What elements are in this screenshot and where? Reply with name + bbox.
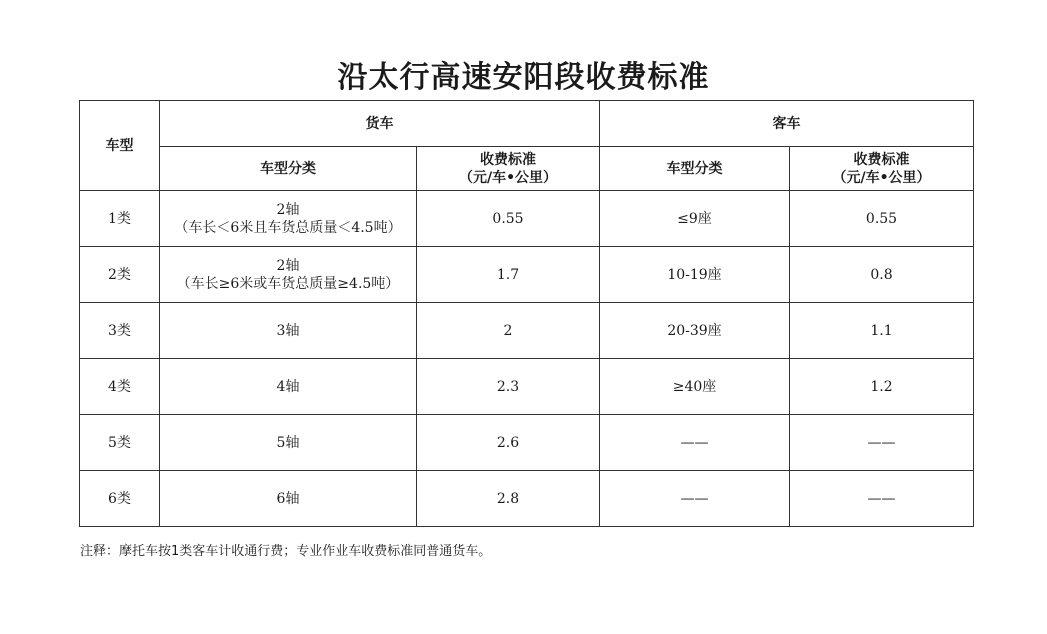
truck-rate-cell: 2.3 [417,359,600,415]
table-header-row [80,101,974,147]
bus-class-cell: —— [600,471,790,527]
truck-class-cell [160,191,417,247]
bus-rate-cell: —— [790,471,974,527]
header-bus-rate [790,147,974,191]
truck-rate-cell: 2.8 [417,471,600,527]
truck-condition: （车长＜6米且车货总质量＜4.5吨） [174,219,402,236]
footnote: 注释：摩托车按1类客车计收通行费；专业作业车收费标准同普通货车。 [80,544,492,559]
truck-class-cell: 3轴 [160,303,417,359]
bus-class-cell: ≤9座 [600,191,790,247]
header-bus-rate-label: 收费标准 [853,151,910,168]
truck-condition: （车长≥6米或车货总质量≥4.5吨） [176,275,400,292]
header-truck-rate [417,147,600,191]
bus-rate-cell: —— [790,415,974,471]
header-truck-class: 车型分类 [160,147,417,191]
truck-rate-cell: 0.55 [417,191,600,247]
truck-axles: 2轴 [276,257,300,274]
table-subheader-row [80,147,974,191]
header-bus: 客车 [600,101,974,147]
bus-class-cell: 10-19座 [600,247,790,303]
bus-rate-cell: 0.8 [790,247,974,303]
header-vehicle-type: 车型 [80,101,160,191]
table-row [80,359,974,415]
truck-class-cell: 6轴 [160,471,417,527]
table-row [80,471,974,527]
bus-rate-cell: 1.2 [790,359,974,415]
vehicle-type-cell: 5类 [80,415,160,471]
vehicle-type-cell: 3类 [80,303,160,359]
toll-fee-table [79,100,974,527]
truck-axles: 2轴 [276,201,300,218]
truck-rate-cell: 2 [417,303,600,359]
truck-class-cell: 5轴 [160,415,417,471]
bus-class-cell: 20-39座 [600,303,790,359]
header-truck-rate-unit: （元/车•公里） [458,169,558,186]
bus-rate-cell: 0.55 [790,191,974,247]
table-row [80,247,974,303]
vehicle-type-cell: 6类 [80,471,160,527]
table-row [80,303,974,359]
table-row [80,415,974,471]
header-truck: 货车 [160,101,600,147]
truck-rate-cell: 1.7 [417,247,600,303]
header-bus-rate-unit: （元/车•公里） [832,169,931,186]
truck-class-cell [160,247,417,303]
header-bus-class: 车型分类 [600,147,790,191]
truck-class-cell: 4轴 [160,359,417,415]
vehicle-type-cell: 4类 [80,359,160,415]
vehicle-type-cell: 1类 [80,191,160,247]
bus-class-cell: ≥40座 [600,359,790,415]
bus-class-cell: —— [600,415,790,471]
bus-rate-cell: 1.1 [790,303,974,359]
vehicle-type-cell: 2类 [80,247,160,303]
page-title: 沿太行高速安阳段收费标准 [337,60,710,95]
truck-rate-cell: 2.6 [417,415,600,471]
table-row [80,191,974,247]
header-truck-rate-label: 收费标准 [480,151,536,168]
